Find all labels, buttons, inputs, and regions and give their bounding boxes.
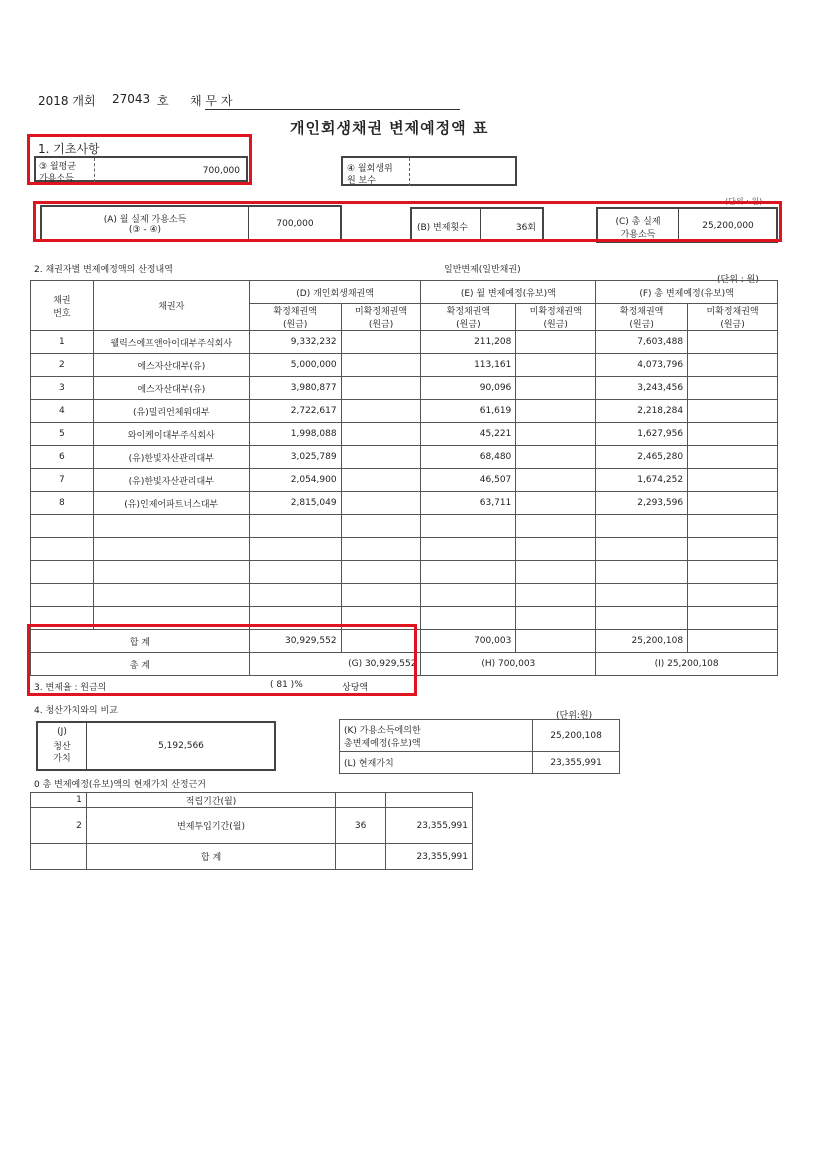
header-f: (F) 총 변제예정(유보)액 — [596, 281, 778, 304]
section4-unit: (단위:원) — [556, 711, 593, 721]
k-label-2: 총변제예정(유보)액 — [344, 738, 421, 749]
a-value: 700,000 — [276, 219, 314, 229]
highlight-summary — [33, 201, 782, 242]
row-d: 3,980,877 — [249, 377, 341, 400]
row-no: 6 — [31, 446, 94, 469]
table-row — [31, 469, 778, 492]
section2-category: 일반변제(일반채권) — [444, 265, 521, 275]
l-value: 23,355,991 — [533, 752, 620, 774]
header-f-confirmed-line-1: 확정채권액 — [619, 307, 664, 317]
row-d-unconfirmed — [341, 469, 421, 492]
pv-value: 23,355,991 — [386, 808, 473, 844]
j-value: 5,192,566 — [158, 741, 204, 751]
empty-row — [31, 515, 778, 538]
row-no: 8 — [31, 492, 94, 515]
present-value-total-row — [31, 844, 473, 870]
row-creditor: (유)한빛자산관리대부 — [93, 446, 249, 469]
table-row — [31, 492, 778, 515]
row-e-unconfirmed — [516, 331, 596, 354]
row-e: 68,480 — [421, 446, 516, 469]
row-e: 113,161 — [421, 354, 516, 377]
l-label: (L) 현재가치 — [340, 752, 533, 774]
row-d: 1,998,088 — [249, 423, 341, 446]
row-f-unconfirmed — [688, 400, 778, 423]
present-value-table — [30, 792, 473, 870]
row-e: 46,507 — [421, 469, 516, 492]
row-e: 63,711 — [421, 492, 516, 515]
header-d-confirmed-line-1: 확정채권액 — [273, 307, 317, 317]
subtotal-f: 25,200,108 — [596, 630, 688, 653]
table-row — [31, 423, 778, 446]
row-creditor: (유)인제어파트너스대부 — [93, 492, 249, 515]
empty-row — [31, 561, 778, 584]
row-d-unconfirmed — [341, 354, 421, 377]
section1-heading: 1. 기초사항 — [38, 142, 100, 156]
pv-label: 변제투입기간(월) — [86, 808, 335, 844]
present-value-row — [31, 808, 473, 844]
header-d-unconfirmed-line-1: 미확정채권액 — [354, 307, 408, 317]
repayment-rate-suffix: 상당액 — [342, 683, 369, 693]
row-f: 1,674,252 — [596, 469, 688, 492]
row-creditor: 웰릭스에프앤아이대부주식회사 — [93, 331, 249, 354]
row-f: 1,627,956 — [596, 423, 688, 446]
empty-row — [31, 584, 778, 607]
l-row — [340, 752, 620, 774]
trustee-fee-box — [341, 156, 517, 186]
header-e: (E) 월 변제예정(유보)액 — [421, 281, 596, 304]
row-e: 61,619 — [421, 400, 516, 423]
header-f-confirmed-line-2: (원금) — [629, 320, 654, 330]
empty-row — [31, 538, 778, 561]
section2-unit: (단위 : 원) — [717, 275, 759, 285]
a-label-1: (A) 월 실제 가용소득 — [103, 215, 187, 225]
b-label: (B) 변제횟수 — [417, 223, 468, 233]
total-h: (H) 700,003 — [421, 653, 596, 676]
pv-label: 적립기간(월) — [86, 793, 335, 808]
trustee-divider — [409, 158, 410, 186]
subtotal-e-unconfirmed — [516, 630, 596, 653]
highlight-totals — [27, 624, 417, 696]
row-d: 5,000,000 — [249, 354, 341, 377]
header-no-line-1: 채권 — [53, 295, 71, 306]
table-row — [31, 354, 778, 377]
row-creditor: (유)한빛자산관리대부 — [93, 469, 249, 492]
case-number: 27043 — [112, 92, 151, 106]
j-label-1: (J) — [57, 727, 67, 737]
k-row — [340, 720, 620, 752]
c-value: 25,200,000 — [702, 221, 754, 231]
header-f-unconfirmed-line-2: (원금) — [720, 320, 745, 330]
row-f-unconfirmed — [688, 423, 778, 446]
row-no: 4 — [31, 400, 94, 423]
row-f: 2,218,284 — [596, 400, 688, 423]
pv-total-value: 23,355,991 — [386, 844, 473, 870]
subtotal-f-unconfirmed — [688, 630, 778, 653]
row-f-unconfirmed — [688, 492, 778, 515]
row-e-unconfirmed — [516, 400, 596, 423]
row-d-unconfirmed — [341, 377, 421, 400]
page-title: 개인회생채권 변제예정액 표 — [290, 119, 489, 137]
row-f: 2,465,280 — [596, 446, 688, 469]
table-row — [31, 331, 778, 354]
b-value: 36회 — [515, 223, 536, 233]
row-d-unconfirmed — [341, 400, 421, 423]
header-d-confirmed-line-2: (원금) — [282, 320, 308, 330]
k-value: 25,200,108 — [533, 720, 620, 752]
subtotal-d: 30,929,552 — [249, 630, 341, 653]
header-creditor: 채권자 — [93, 281, 249, 331]
header-f-unconfirmed-line-1: 미확정채권액 — [706, 307, 759, 317]
header-e-unconfirmed — [516, 304, 596, 331]
k-label — [340, 720, 533, 752]
header-e-confirmed-line-1: 확정채권액 — [446, 307, 491, 317]
repayment-rate: ( 81 )% — [270, 680, 303, 690]
pv-no: 2 — [31, 808, 87, 844]
row-e-unconfirmed — [516, 423, 596, 446]
c-label-2: 가용소득 — [620, 230, 656, 240]
row-f-unconfirmed — [688, 331, 778, 354]
header-e-unconfirmed-line-2: (원금) — [543, 320, 568, 330]
row-d: 3,025,789 — [249, 446, 341, 469]
a-label-2: (③ - ④) — [128, 225, 162, 235]
total-g: (G) 30,929,552 — [249, 653, 421, 676]
pv-value — [386, 793, 473, 808]
pv-total-label: 합 계 — [86, 844, 335, 870]
header-f-unconfirmed — [688, 304, 778, 331]
row-f-unconfirmed — [688, 446, 778, 469]
row-f: 3,243,456 — [596, 377, 688, 400]
row-e-unconfirmed — [516, 377, 596, 400]
row-d: 9,332,232 — [249, 331, 341, 354]
pv-months — [336, 793, 386, 808]
row-f: 7,603,488 — [596, 331, 688, 354]
row-d-unconfirmed — [341, 331, 421, 354]
row-e: 45,221 — [421, 423, 516, 446]
table-row — [31, 377, 778, 400]
j-label-2: 청산 — [53, 742, 71, 752]
row-e-unconfirmed — [516, 492, 596, 515]
row-d: 2,722,617 — [249, 400, 341, 423]
j-label-3: 가치 — [53, 754, 71, 764]
header-f-confirmed — [596, 304, 688, 331]
row-f: 2,293,596 — [596, 492, 688, 515]
row-no: 1 — [31, 331, 94, 354]
pv-total-months — [336, 844, 386, 870]
header-e-unconfirmed-line-1: 미확정채권액 — [529, 307, 582, 317]
section4-heading: 4. 청산가치와의 비교 — [34, 706, 118, 716]
c-label-1: (C) 총 실제 — [615, 217, 661, 227]
trustee-label-1: ④ 월회생위 — [347, 164, 393, 174]
subtotal-e: 700,003 — [421, 630, 516, 653]
row-no: 5 — [31, 423, 94, 446]
row-e: 211,208 — [421, 331, 516, 354]
subtotal-label: 합 계 — [31, 630, 250, 653]
header-no-line-2: 번호 — [53, 308, 71, 319]
row-f-unconfirmed — [688, 469, 778, 492]
section3-heading: 3. 변제율 : 원금의 — [34, 683, 107, 693]
pv-total-blank — [31, 844, 87, 870]
row-e-unconfirmed — [516, 469, 596, 492]
section2-heading: 2. 채권자별 변제예정액의 산정내역 — [34, 265, 173, 275]
row-d-unconfirmed — [341, 446, 421, 469]
header-d-confirmed — [249, 304, 341, 331]
row-e-unconfirmed — [516, 354, 596, 377]
case-suffix: 호 — [157, 94, 169, 108]
year-label: 2018 개회 — [38, 94, 96, 108]
row-creditor: 와이케이대부주식회사 — [93, 423, 249, 446]
row-d: 2,054,900 — [249, 469, 341, 492]
header-d: (D) 개인회생채권액 — [249, 281, 421, 304]
pv-months: 36 — [336, 808, 386, 844]
highlight-section1 — [27, 134, 252, 185]
debtor-label: 채 무 자 — [190, 94, 233, 108]
creditor-table — [30, 280, 778, 676]
header-e-confirmed-line-2: (원금) — [456, 320, 481, 330]
row-no: 3 — [31, 377, 94, 400]
row-creditor: 에스자산대부(유) — [93, 354, 249, 377]
row-creditor: 에스자산대부(유) — [93, 377, 249, 400]
header-no — [31, 281, 94, 331]
row-no: 7 — [31, 469, 94, 492]
pv-no: 1 — [31, 793, 87, 808]
comparison-table — [339, 719, 620, 774]
header-rule — [205, 109, 460, 110]
row-f-unconfirmed — [688, 354, 778, 377]
total-i: (I) 25,200,108 — [596, 653, 778, 676]
avg-income-value: 700,000 — [202, 166, 240, 176]
header-d-unconfirmed — [341, 304, 421, 331]
row-e-unconfirmed — [516, 446, 596, 469]
row-d: 2,815,049 — [249, 492, 341, 515]
avg-income-label-2: 가용소득 — [39, 174, 74, 184]
row-creditor: (유)밀리언체워대부 — [93, 400, 249, 423]
total-label: 총 계 — [31, 653, 250, 676]
table-header-row-1 — [31, 281, 778, 304]
trustee-label-2: 원 보수 — [347, 176, 376, 186]
liquidation-value-box — [36, 721, 276, 771]
k-label-1: (K) 가용소득에의한 — [344, 725, 421, 736]
table-row — [31, 400, 778, 423]
unit-top: (단위 : 원) — [725, 197, 763, 206]
row-no: 2 — [31, 354, 94, 377]
row-d-unconfirmed — [341, 423, 421, 446]
table-row — [31, 446, 778, 469]
present-value-row — [31, 793, 473, 808]
row-f: 4,073,796 — [596, 354, 688, 377]
row-e: 90,096 — [421, 377, 516, 400]
row-f-unconfirmed — [688, 377, 778, 400]
header-e-confirmed — [421, 304, 516, 331]
section5-heading: 0 총 변제예정(유보)액의 현재가치 산정근거 — [34, 780, 206, 790]
header-d-unconfirmed-line-2: (원금) — [368, 320, 394, 330]
row-d-unconfirmed — [341, 492, 421, 515]
avg-income-label-1: ③ 월평균 — [39, 162, 77, 172]
